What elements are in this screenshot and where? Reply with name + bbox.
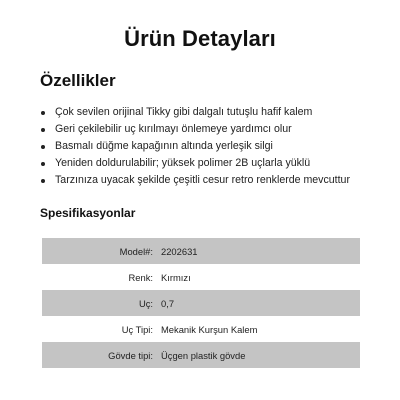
spec-label-tip: Uç: [138,297,153,309]
bullet-icon [41,179,45,183]
feature-text: Tarzınıza uyacak şekilde çeşitli cesur retro renklerde mevcuttur [55,174,350,186]
spec-value-model: 2202631 [161,245,198,257]
spec-value-color: Kırmızı [161,271,191,283]
table-row [42,264,360,290]
feature-text: Yeniden doldurulabilir; yüksek polimer 2B uçlarla yüklü [55,157,311,169]
feature-item [40,138,350,155]
features-list [40,104,350,189]
spec-label-color: Renk: [128,271,153,283]
bullet-icon [41,111,45,115]
feature-item [40,121,350,138]
features-heading: Özellikler [40,71,116,90]
table-row [42,342,360,368]
bullet-icon [41,128,45,132]
page-title: Ürün Detayları [124,26,276,51]
feature-item [40,104,350,121]
bullet-icon [41,145,45,149]
feature-item [40,172,350,189]
spec-value-tip: 0,7 [161,297,175,309]
bullet-icon [41,162,45,166]
feature-text: Basmalı düğme kapağının altında yerleşik silgi [55,140,273,152]
spec-label-tip-type: Uç Tipi: [121,323,153,335]
spec-label-body-type: Gövde tipi: [108,349,153,361]
spec-label-model: Model#: [119,245,153,257]
spec-value-tip-type: Mekanik Kurşun Kalem [161,323,258,335]
specifications-heading: Spesifikasyonlar [40,206,136,220]
spec-value-body-type: Üçgen plastik gövde [161,349,246,361]
feature-text: Geri çekilebilir uç kırılmayı önlemeye yardımcı olur [55,123,292,135]
feature-text: Çok sevilen orijinal Tikky gibi dalgalı tutuşlu hafif kalem [55,106,313,118]
table-row [42,316,360,342]
feature-item [40,155,350,172]
table-row [42,238,360,264]
table-row [42,290,360,316]
specifications-table [42,238,360,368]
